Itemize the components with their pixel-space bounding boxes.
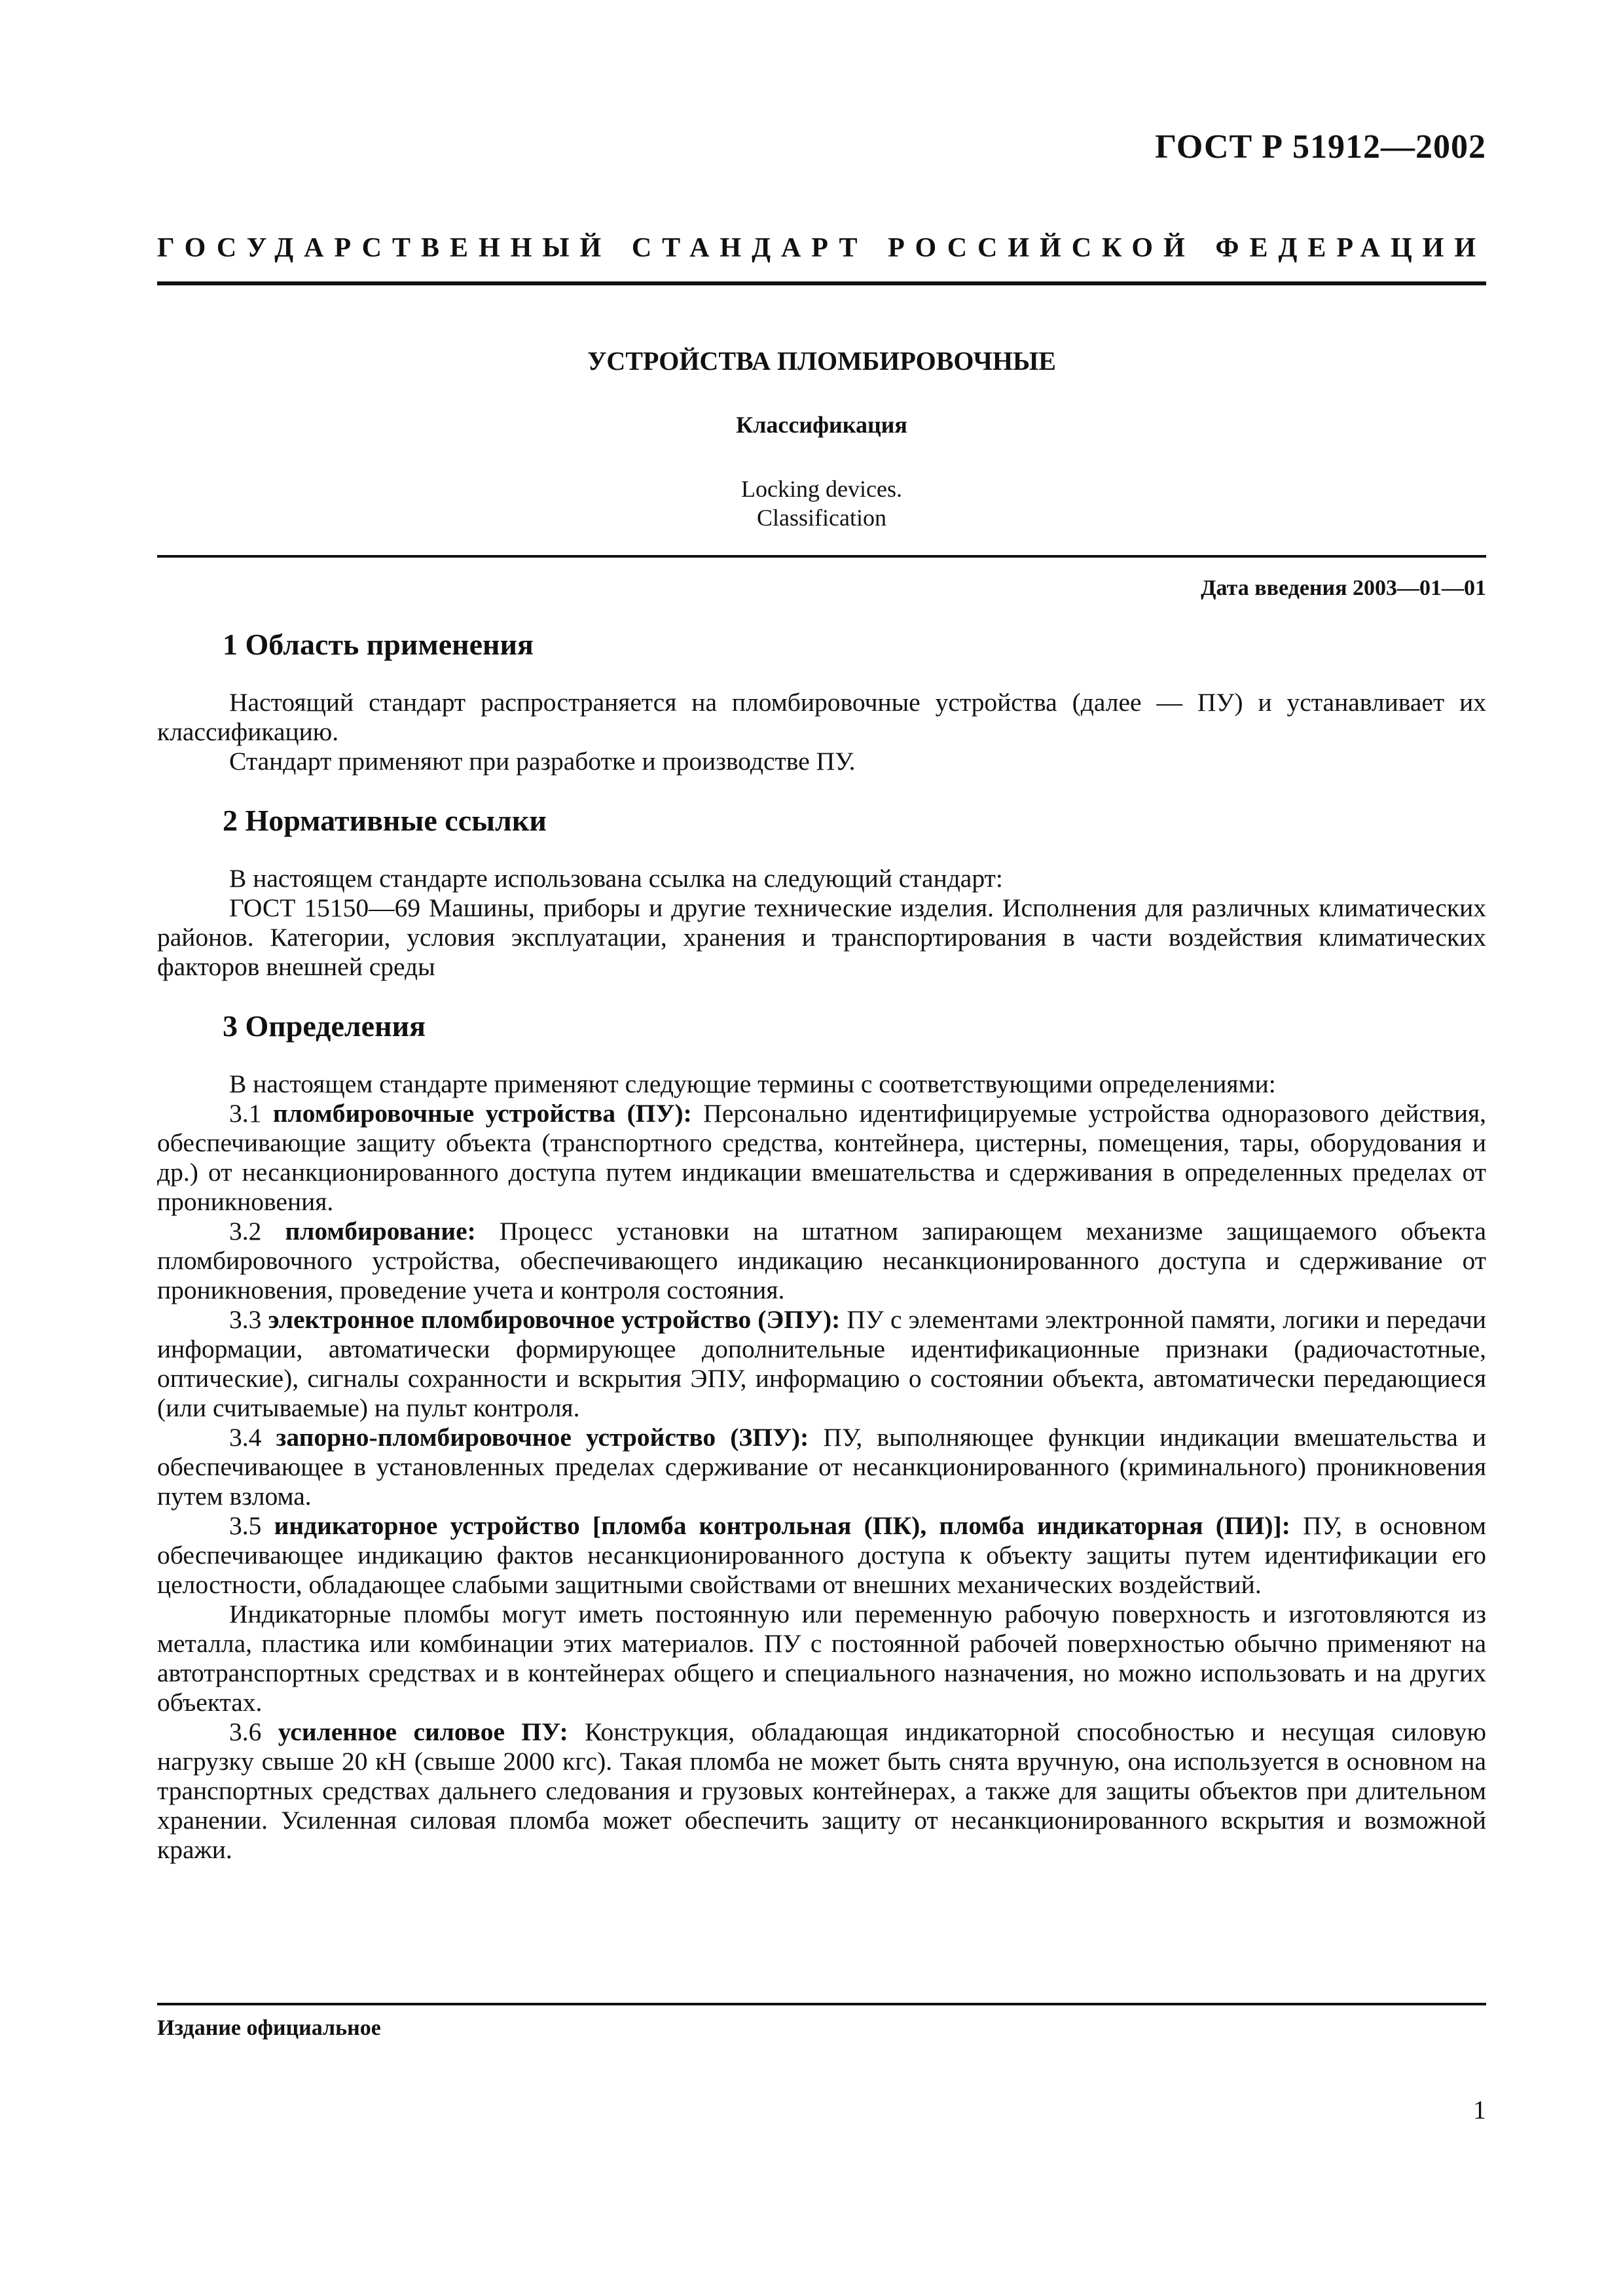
- paragraph: В настоящем стандарте применяют следующие термины с соответствующими определениями:: [229, 1069, 1276, 1098]
- standard-banner: ГОСУДАРСТВЕННЫЙ СТАНДАРТ РОССИЙСКОЙ ФЕДЕРАЦИИ: [157, 233, 1486, 263]
- section-heading: 2 Нормативные ссылки: [223, 804, 547, 837]
- english-title-line: Locking devices.: [741, 476, 902, 502]
- definition-text: Персонально идентифицируемые устройства одноразового действия, обеспечивающие защиту объекта (транспортного средства, контейнера, цистерны, помещения, тары, оборудования и др.) от несанкционированного доступа путем индикации вмешательства и сдерживания в определенных пределах от проникновения.: [157, 1099, 1487, 1216]
- definition-text: Процесс установки на штатном запирающем механизме защищаемого объекта пломбировочного устройства, обеспечивающего индикацию несанкционированного доступа и сдерживание от проникновения, проведение учета и контроля состояния.: [157, 1217, 1487, 1304]
- definition-number: 3.3: [229, 1305, 262, 1334]
- paragraph: Стандарт применяют при разработке и производстве ПУ.: [229, 747, 856, 776]
- definition-3-2: [157, 1217, 1486, 1305]
- definition-number: 3.4: [229, 1423, 262, 1452]
- definition-term: пломбирование:: [285, 1217, 476, 1246]
- english-title: [157, 475, 1486, 532]
- definition-3-3: [157, 1305, 1486, 1423]
- definition-3-6: [157, 1717, 1486, 1865]
- definition-term: усиленное силовое ПУ:: [278, 1717, 568, 1746]
- definition-text: ПУ, выполняющее функции индикации вмешательства и обеспечивающее в установленных пределах сдерживание от несанкционированного (криминального) проникновения путем взлома.: [157, 1423, 1486, 1511]
- document-title: УСТРОЙСТВА ПЛОМБИРОВОЧНЫЕ: [587, 346, 1056, 376]
- paragraph: Индикаторные пломбы могут иметь постоянную или переменную рабочую поверхность и изготовляются из металла, пластика или комбинации этих материалов. ПУ с постоянной рабочей поверхностью обычно применяют на автотранспортных средствах и в контейнерах общего и специального назначения, но можно использовать и на других объектах.: [157, 1600, 1486, 1717]
- title-rule: [157, 555, 1486, 558]
- document-body: [157, 625, 1486, 1865]
- definition-number: 3.6: [229, 1717, 262, 1746]
- definition-number: 3.5: [229, 1511, 262, 1540]
- definition-text: ПУ с элементами электронной памяти, логики и передачи информации, автоматически формирующее дополнительные идентификационные признаки (радиочастотные, оптические), сигналы сохранности и вскрытия ЭПУ, информацию о состоянии объекта, автоматически передающиеся (или считываемые) на пульт контроля.: [157, 1305, 1487, 1422]
- standard-number: ГОСТ Р 51912—2002: [1155, 128, 1486, 166]
- definition-term: пломбировочные устройства (ПУ):: [272, 1099, 692, 1128]
- document-subtitle: Классификация: [736, 412, 907, 438]
- paragraph: ГОСТ 15150—69 Машины, приборы и другие технические изделия. Исполнения для различных климатических районов. Категории, условия эксплуатации, хранения и транспортирования в части воздействия климатических факторов внешней среды: [157, 893, 1486, 981]
- definition-number: 3.2: [229, 1217, 262, 1246]
- paragraph: В настоящем стандарте использована ссылка на следующий стандарт:: [229, 864, 1003, 893]
- section-heading: 1 Область применения: [223, 628, 534, 661]
- introduction-date: Дата введения 2003—01—01: [1201, 576, 1486, 600]
- paragraph: Настоящий стандарт распространяется на пломбировочные устройства (далее — ПУ) и устанавливает их классификацию.: [157, 688, 1486, 746]
- definition-term: запорно-пломбировочное устройство (ЗПУ):: [276, 1423, 809, 1452]
- document-page: [157, 0, 1486, 2296]
- banner-rule: [157, 281, 1486, 285]
- section-heading: 3 Определения: [223, 1009, 426, 1043]
- definition-3-1: [157, 1099, 1486, 1217]
- definition-3-4: [157, 1423, 1486, 1511]
- footer-rule: [157, 2003, 1486, 2005]
- edition-label: Издание официальное: [157, 2016, 381, 2040]
- definition-3-5: [157, 1511, 1486, 1600]
- definition-number: 3.1: [229, 1099, 262, 1128]
- page-number: 1: [1473, 2095, 1486, 2125]
- definition-term: электронное пломбировочное устройство (ЭПУ):: [268, 1305, 841, 1334]
- english-title-line: Classification: [757, 505, 886, 531]
- definition-text: ПУ, в основном обеспечивающее индикацию фактов несанкционированного доступа к объекту защиты путем идентификации его целостности, обладающее слабыми защитными свойствами от внешних механических воздействий.: [157, 1511, 1487, 1599]
- definition-text: Конструкция, обладающая индикаторной способностью и несущая силовую нагрузку свыше 20 кН (свыше 2000 кгс). Такая пломба не может быть снята вручную, она используется в основном на транспортных средствах дальнего следования и грузовых контейнерах, а также для защиты объектов при длительном хранении. Усиленная силовая пломба может обеспечить защиту от несанкционированного вскрытия и возможной кражи.: [157, 1717, 1486, 1864]
- definition-term: индикаторное устройство [пломба контрольная (ПК), пломба индикаторная (ПИ)]:: [274, 1511, 1290, 1540]
